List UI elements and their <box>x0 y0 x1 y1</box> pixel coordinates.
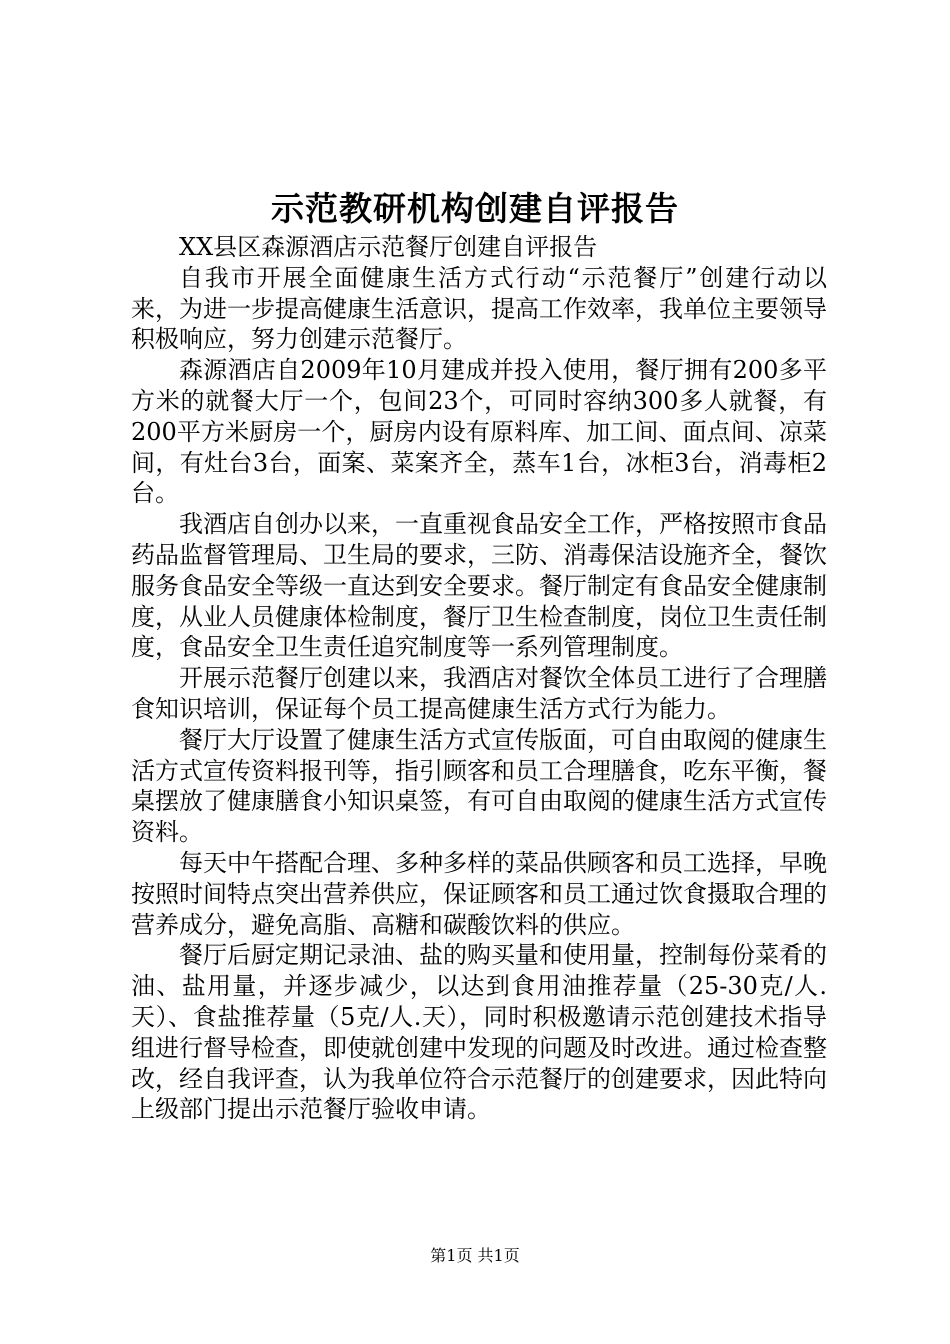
paragraph-promotion: 餐厅大厅设置了健康生活方式宣传版面，可自由取阅的健康生活方式宣传资料报刊等，指引顾客和员工合理膳食，吃东平衡，餐桌摆放了健康膳食小知识桌签，有可自由取阅的健康生活方式宣传资料。 <box>131 725 827 847</box>
document-body <box>131 232 827 1125</box>
document-title: 示范教研机构创建自评报告 <box>271 189 679 228</box>
page-footer: 第1页 共1页 <box>430 1246 520 1265</box>
paragraph-training: 开展示范餐厅创建以来，我酒店对餐饮全体员工进行了合理膳食知识培训，保证每个员工提高健康生活方式行为能力。 <box>131 664 827 723</box>
paragraph-menu: 每天中午搭配合理、多种多样的菜品供顾客和员工选择，早晚按照时间特点突出营养供应，保证顾客和员工通过饮食摄取合理的营养成分，避免高脂、高糖和碳酸饮料的供应。 <box>131 848 827 939</box>
paragraph-food-safety: 我酒店自创办以来，一直重视食品安全工作，严格按照市食品药品监督管理局、卫生局的要求，三防、消毒保洁设施齐全，餐饮服务食品安全等级一直达到安全要求。餐厅制定有食品安全健康制度，从业人员健康体检制度，餐厅卫生检查制度，岗位卫生责任制度，食品安全卫生责任追究制度等一系列管理制度。 <box>131 510 827 662</box>
paragraph-intro: 自我市开展全面健康生活方式行动“示范餐厅”创建行动以来，为进一步提高健康生活意识，提高工作效率，我单位主要领导积极响应，努力创建示范餐厅。 <box>131 263 827 354</box>
report-subtitle: XX县区森源酒店示范餐厅创建自评报告 <box>179 233 598 261</box>
paragraph-facilities: 森源酒店自2009年10月建成并投入使用，餐厅拥有200多平方米的就餐大厅一个，包间23个，可同时容纳300多人就餐，有200平方米厨房一个，厨房内设有原料库、加工间、面点间、凉菜间，有灶台3台，面案、菜案齐全，蒸车1台，冰柜3台，消毒柜2台。 <box>131 356 827 508</box>
paragraph-oil-salt: 餐厅后厨定期记录油、盐的购买量和使用量，控制每份菜肴的油、盐用量，并逐步减少，以达到食用油推荐量（25-30克/人.天）、食盐推荐量（5克/人.天），同时积极邀请示范创建技术指导组进行督导检查，即使就创建中发现的问题及时改进。通过检查整改，经自我评查，认为我单位符合示范餐厅的创建要求，因此特向上级部门提出示范餐厅验收申请。 <box>131 941 827 1124</box>
